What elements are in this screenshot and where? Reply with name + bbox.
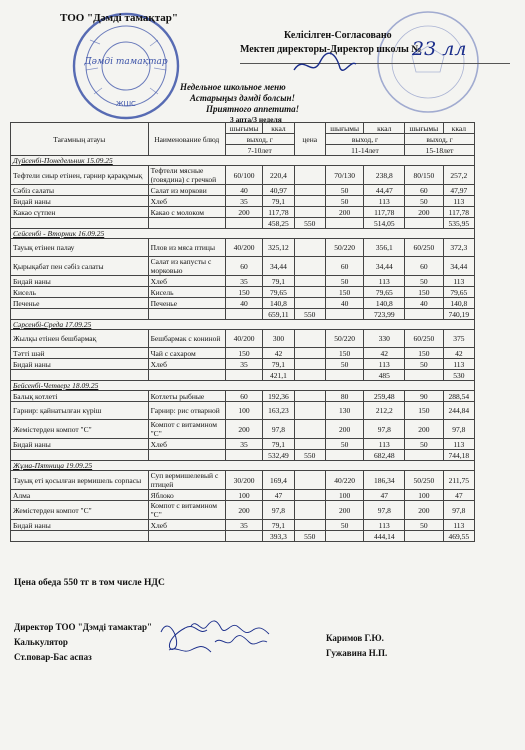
school-seal xyxy=(368,8,488,116)
caption-line-3: Приятного аппетита! xyxy=(206,104,300,114)
dish-kcal-2: 34,44 xyxy=(364,257,405,276)
dish-yield-2: 40 xyxy=(325,298,364,309)
dish-yield-3: 200 xyxy=(405,207,444,218)
dish-name-kz: Бидай наны xyxy=(11,359,149,370)
dish-yield-2: 80 xyxy=(325,391,364,402)
dish-yield-1: 35 xyxy=(225,359,263,370)
dish-yield-3: 50 xyxy=(405,196,444,207)
dish-row xyxy=(11,359,475,370)
total-spacer xyxy=(148,309,225,320)
footer-calculator: Калькулятор xyxy=(14,637,68,647)
dish-price xyxy=(294,490,325,501)
total-kcal-1: 532,49 xyxy=(263,450,294,461)
dish-kcal-2: 330 xyxy=(364,330,405,348)
director-signature xyxy=(290,50,360,80)
dish-name-kz: Тауық етінен палау xyxy=(11,239,149,257)
dish-name-ru: Яблоко xyxy=(148,490,225,501)
dish-kcal-1: 220,4 xyxy=(263,166,294,185)
dish-yield-3: 80/150 xyxy=(405,166,444,185)
dish-yield-3: 150 xyxy=(405,348,444,359)
day-row xyxy=(11,229,475,239)
dish-price xyxy=(294,439,325,450)
day-row xyxy=(11,461,475,471)
total-spacer xyxy=(225,531,263,542)
header-yield-3: шығымы xyxy=(405,123,444,134)
dish-kcal-3: 113 xyxy=(443,196,474,207)
dish-yield-1: 200 xyxy=(225,501,263,520)
dish-row xyxy=(11,490,475,501)
dish-yield-3: 60 xyxy=(405,257,444,276)
total-price: 550 xyxy=(294,309,325,320)
dish-kcal-3: 47,97 xyxy=(443,185,474,196)
header-output-3: выход, г xyxy=(405,134,475,145)
dish-kcal-2: 113 xyxy=(364,439,405,450)
dish-kcal-1: 47 xyxy=(263,490,294,501)
dish-name-ru: Салат из моркови xyxy=(148,185,225,196)
dish-row xyxy=(11,196,475,207)
dish-kcal-1: 79,1 xyxy=(263,439,294,450)
total-kcal-2: 485 xyxy=(364,370,405,381)
day-row xyxy=(11,156,475,166)
dish-price xyxy=(294,298,325,309)
dish-yield-2: 200 xyxy=(325,501,364,520)
footer-signatures xyxy=(155,612,305,658)
dish-name-kz: Жемістерден компот "С" xyxy=(11,501,149,520)
seal-inner-text: Дәмді тамақтар xyxy=(84,57,168,67)
total-spacer xyxy=(225,450,263,461)
header-output-2: выход, г xyxy=(325,134,404,145)
day-total-row xyxy=(11,450,475,461)
dish-kcal-1: 325,12 xyxy=(263,239,294,257)
dish-name-kz: Алма xyxy=(11,490,149,501)
dish-yield-3: 200 xyxy=(405,501,444,520)
dish-yield-1: 200 xyxy=(225,420,263,439)
dish-kcal-2: 42 xyxy=(364,348,405,359)
dish-kcal-3: 47 xyxy=(443,490,474,501)
dish-name-ru: Какао с молоком xyxy=(148,207,225,218)
dish-name-ru: Хлеб xyxy=(148,276,225,287)
dish-kcal-3: 244,84 xyxy=(443,402,474,420)
lunch-price-note: Цена обеда 550 тг в том числе НДС xyxy=(14,578,165,588)
day-name: Дүйсенбі-Понедельник 15.09.25 xyxy=(11,156,475,166)
dish-kcal-2: 140,8 xyxy=(364,298,405,309)
dish-kcal-1: 79,65 xyxy=(263,287,294,298)
dish-kcal-1: 169,4 xyxy=(263,471,294,490)
dish-kcal-3: 211,75 xyxy=(443,471,474,490)
header-age-3: 15-18лет xyxy=(405,145,475,156)
header-yield-2: шығымы xyxy=(325,123,364,134)
company-seal xyxy=(70,10,182,122)
dish-kcal-3: 288,54 xyxy=(443,391,474,402)
dish-name-kz: Какао сүтпен xyxy=(11,207,149,218)
dish-kcal-1: 192,36 xyxy=(263,391,294,402)
dish-yield-3: 60/250 xyxy=(405,330,444,348)
dish-price xyxy=(294,196,325,207)
dish-kcal-1: 79,1 xyxy=(263,276,294,287)
header-output-1: выход, г xyxy=(225,134,294,145)
dish-kcal-2: 44,47 xyxy=(364,185,405,196)
dish-kcal-1: 79,1 xyxy=(263,196,294,207)
dish-row xyxy=(11,239,475,257)
seal-bottom-text: ЖШС xyxy=(116,100,136,108)
signature-line xyxy=(240,63,510,64)
dish-name-kz: Бидай наны xyxy=(11,439,149,450)
total-spacer xyxy=(225,309,263,320)
dish-yield-1: 40/200 xyxy=(225,330,263,348)
table-header-row xyxy=(11,123,475,134)
total-price: 550 xyxy=(294,450,325,461)
day-name: Сейсенбі - Вторник 16.09.25 xyxy=(11,229,475,239)
total-kcal-2: 723,99 xyxy=(364,309,405,320)
dish-yield-1: 35 xyxy=(225,196,263,207)
footer-director: Директор ТОО "Дэмді тамактар" xyxy=(14,622,153,632)
dish-price xyxy=(294,391,325,402)
day-name: Жұма-Пятница 19.09.25 xyxy=(11,461,475,471)
dish-price xyxy=(294,166,325,185)
dish-kcal-2: 113 xyxy=(364,196,405,207)
dish-yield-3: 40 xyxy=(405,298,444,309)
dish-yield-1: 200 xyxy=(225,207,263,218)
dish-yield-2: 50 xyxy=(325,185,364,196)
dish-yield-2: 50 xyxy=(325,439,364,450)
dish-kcal-3: 375 xyxy=(443,330,474,348)
dish-yield-3: 60 xyxy=(405,185,444,196)
dish-kcal-3: 97,8 xyxy=(443,420,474,439)
day-name: Сәрсенбі-Среда 17.09.25 xyxy=(11,320,475,330)
dish-name-kz: Қырықабат пен сәбіз салаты xyxy=(11,257,149,276)
dish-row xyxy=(11,287,475,298)
dish-yield-2: 50 xyxy=(325,359,364,370)
day-total-row xyxy=(11,218,475,229)
total-spacer xyxy=(325,218,364,229)
dish-yield-1: 150 xyxy=(225,348,263,359)
dish-yield-3: 50/250 xyxy=(405,471,444,490)
dish-row xyxy=(11,471,475,490)
dish-kcal-2: 79,65 xyxy=(364,287,405,298)
dish-kcal-3: 97,8 xyxy=(443,501,474,520)
total-kcal-3: 535,95 xyxy=(443,218,474,229)
total-spacer xyxy=(325,531,364,542)
dish-kcal-1: 140,8 xyxy=(263,298,294,309)
agreed-label: Келісілген-Согласовано xyxy=(284,30,392,41)
dish-yield-1: 100 xyxy=(225,490,263,501)
header-kcal-2: ккал xyxy=(364,123,405,134)
dish-yield-3: 60/250 xyxy=(405,239,444,257)
dish-kcal-2: 117,78 xyxy=(364,207,405,218)
dish-price xyxy=(294,276,325,287)
caption-line-2: Астарыңыз дәмді болсын! xyxy=(190,93,295,103)
dish-kcal-3: 140,8 xyxy=(443,298,474,309)
dish-yield-2: 50/220 xyxy=(325,239,364,257)
total-kcal-1: 421,1 xyxy=(263,370,294,381)
day-total-row xyxy=(11,531,475,542)
dish-kcal-3: 113 xyxy=(443,520,474,531)
total-spacer xyxy=(405,531,444,542)
dish-kcal-1: 97,8 xyxy=(263,501,294,520)
dish-kcal-3: 113 xyxy=(443,276,474,287)
dish-row xyxy=(11,298,475,309)
total-price xyxy=(294,370,325,381)
dish-name-kz: Бидай наны xyxy=(11,196,149,207)
total-spacer xyxy=(11,218,149,229)
dish-name-ru: Компот с витамином "С" xyxy=(148,501,225,520)
footer-cook: Ст.повар-Бас аспаз xyxy=(14,652,92,662)
dish-yield-3: 150 xyxy=(405,287,444,298)
dish-row xyxy=(11,257,475,276)
dish-name-ru: Салат из капусты с морковью xyxy=(148,257,225,276)
dish-name-ru: Хлеб xyxy=(148,439,225,450)
dish-kcal-2: 113 xyxy=(364,276,405,287)
header-age-2: 11-14лет xyxy=(325,145,404,156)
dish-kcal-2: 97,8 xyxy=(364,420,405,439)
dish-kcal-2: 212,2 xyxy=(364,402,405,420)
director-line: Мектеп директоры-Директор школы № xyxy=(240,44,422,55)
menu-table xyxy=(10,122,475,542)
dish-name-ru: Котлеты рыбные xyxy=(148,391,225,402)
dish-price xyxy=(294,287,325,298)
dish-yield-1: 40 xyxy=(225,298,263,309)
dish-kcal-3: 34,44 xyxy=(443,257,474,276)
dish-kcal-3: 113 xyxy=(443,359,474,370)
dish-kcal-2: 238,8 xyxy=(364,166,405,185)
dish-price xyxy=(294,185,325,196)
total-spacer xyxy=(225,218,263,229)
dish-kcal-1: 79,1 xyxy=(263,359,294,370)
caption-line-1: Недельное школьное меню xyxy=(180,82,286,92)
dish-kcal-2: 113 xyxy=(364,359,405,370)
dish-yield-3: 50 xyxy=(405,439,444,450)
dish-yield-2: 50/220 xyxy=(325,330,364,348)
dish-name-kz: Балық котлеті xyxy=(11,391,149,402)
dish-kcal-1: 42 xyxy=(263,348,294,359)
total-spacer xyxy=(11,309,149,320)
menu-body xyxy=(11,156,475,542)
total-kcal-3: 744,18 xyxy=(443,450,474,461)
total-kcal-3: 469,55 xyxy=(443,531,474,542)
school-number: 23 лл xyxy=(412,38,467,60)
header-kcal: ккал xyxy=(263,123,294,134)
dish-name-kz: Тауық еті қосылған вермишель сорпасы xyxy=(11,471,149,490)
dish-yield-1: 100 xyxy=(225,402,263,420)
dish-name-kz: Сәбіз салаты xyxy=(11,185,149,196)
dish-price xyxy=(294,471,325,490)
dish-name-ru: Чай с сахаром xyxy=(148,348,225,359)
dish-kcal-3: 372,3 xyxy=(443,239,474,257)
total-price: 550 xyxy=(294,218,325,229)
dish-kcal-1: 34,44 xyxy=(263,257,294,276)
total-spacer xyxy=(11,370,149,381)
dish-name-ru: Хлеб xyxy=(148,196,225,207)
header-name-kz: Тағамның атауы xyxy=(11,123,149,156)
total-price: 550 xyxy=(294,531,325,542)
dish-name-ru: Хлеб xyxy=(148,359,225,370)
dish-name-kz: Бидай наны xyxy=(11,276,149,287)
dish-yield-2: 200 xyxy=(325,207,364,218)
dish-row xyxy=(11,520,475,531)
dish-kcal-3: 42 xyxy=(443,348,474,359)
dish-name-kz: Кисель xyxy=(11,287,149,298)
dish-yield-1: 35 xyxy=(225,276,263,287)
dish-name-ru: Компот с витамином "С" xyxy=(148,420,225,439)
dish-name-ru: Тефтели мясные (говядина) с гречкой xyxy=(148,166,225,185)
dish-kcal-1: 163,23 xyxy=(263,402,294,420)
dish-row xyxy=(11,207,475,218)
dish-row xyxy=(11,391,475,402)
dish-price xyxy=(294,359,325,370)
dish-yield-1: 150 xyxy=(225,287,263,298)
dish-kcal-1: 117,78 xyxy=(263,207,294,218)
header-price: цена xyxy=(294,123,325,156)
total-spacer xyxy=(148,450,225,461)
dish-row xyxy=(11,402,475,420)
dish-row xyxy=(11,166,475,185)
dish-yield-3: 50 xyxy=(405,276,444,287)
dish-kcal-3: 257,2 xyxy=(443,166,474,185)
dish-name-kz: Гарнир: қайнатылған күріш xyxy=(11,402,149,420)
dish-price xyxy=(294,207,325,218)
dish-kcal-2: 113 xyxy=(364,520,405,531)
total-kcal-1: 393,3 xyxy=(263,531,294,542)
total-spacer xyxy=(148,218,225,229)
total-spacer xyxy=(405,309,444,320)
dish-name-ru: Печенье xyxy=(148,298,225,309)
total-kcal-3: 740,19 xyxy=(443,309,474,320)
day-row xyxy=(11,381,475,391)
header-yield: шығымы xyxy=(225,123,263,134)
total-kcal-2: 682,48 xyxy=(364,450,405,461)
dish-price xyxy=(294,239,325,257)
dish-price xyxy=(294,330,325,348)
dish-yield-2: 40/220 xyxy=(325,471,364,490)
dish-yield-3: 50 xyxy=(405,520,444,531)
total-spacer xyxy=(405,218,444,229)
total-spacer xyxy=(325,370,364,381)
dish-price xyxy=(294,520,325,531)
footer-name-2: Гужавина Н.П. xyxy=(326,648,388,658)
total-spacer xyxy=(405,370,444,381)
footer-name-1: Каримов Г.Ю. xyxy=(326,633,384,643)
dish-yield-2: 50 xyxy=(325,520,364,531)
dish-name-ru: Бешбармак с кониной xyxy=(148,330,225,348)
day-name: Бейсенбі-Четверг 18.09.25 xyxy=(11,381,475,391)
dish-yield-1: 60/100 xyxy=(225,166,263,185)
dish-kcal-1: 97,8 xyxy=(263,420,294,439)
caption-line-4: 3 апта/3 неделя xyxy=(230,115,282,124)
dish-row xyxy=(11,330,475,348)
dish-kcal-3: 79,65 xyxy=(443,287,474,298)
dish-name-kz: Тефтели сиыр етінен, гарнир қарақұмық xyxy=(11,166,149,185)
dish-row xyxy=(11,185,475,196)
dish-kcal-2: 47 xyxy=(364,490,405,501)
dish-yield-1: 30/200 xyxy=(225,471,263,490)
total-kcal-1: 458,25 xyxy=(263,218,294,229)
header-age-1: 7-10лет xyxy=(225,145,294,156)
dish-kcal-1: 40,97 xyxy=(263,185,294,196)
dish-yield-1: 60 xyxy=(225,257,263,276)
header-kcal-3: ккал xyxy=(443,123,474,134)
total-spacer xyxy=(225,370,263,381)
total-kcal-2: 444,14 xyxy=(364,531,405,542)
dish-name-ru: Кисель xyxy=(148,287,225,298)
total-kcal-3: 530 xyxy=(443,370,474,381)
dish-name-ru: Хлеб xyxy=(148,520,225,531)
dish-yield-2: 150 xyxy=(325,348,364,359)
dish-kcal-3: 117,78 xyxy=(443,207,474,218)
dish-kcal-2: 356,1 xyxy=(364,239,405,257)
dish-yield-2: 200 xyxy=(325,420,364,439)
dish-yield-2: 100 xyxy=(325,490,364,501)
dish-row xyxy=(11,276,475,287)
total-spacer xyxy=(405,450,444,461)
dish-kcal-2: 259,48 xyxy=(364,391,405,402)
dish-price xyxy=(294,420,325,439)
dish-name-ru: Гарнир: рис отварной xyxy=(148,402,225,420)
total-spacer xyxy=(325,450,364,461)
total-kcal-2: 514,05 xyxy=(364,218,405,229)
total-kcal-1: 659,11 xyxy=(263,309,294,320)
dish-name-ru: Плов из мяса птицы xyxy=(148,239,225,257)
dish-price xyxy=(294,402,325,420)
dish-name-kz: Жемістерден компот "С" xyxy=(11,420,149,439)
dish-yield-1: 40 xyxy=(225,185,263,196)
dish-price xyxy=(294,348,325,359)
day-row xyxy=(11,320,475,330)
dish-yield-2: 150 xyxy=(325,287,364,298)
dish-yield-2: 60 xyxy=(325,257,364,276)
total-spacer xyxy=(148,370,225,381)
dish-yield-3: 150 xyxy=(405,402,444,420)
dish-row xyxy=(11,348,475,359)
total-spacer xyxy=(11,450,149,461)
dish-kcal-1: 300 xyxy=(263,330,294,348)
dish-yield-3: 200 xyxy=(405,420,444,439)
dish-yield-3: 100 xyxy=(405,490,444,501)
dish-row xyxy=(11,439,475,450)
day-total-row xyxy=(11,370,475,381)
total-spacer xyxy=(148,531,225,542)
dish-yield-1: 35 xyxy=(225,439,263,450)
header-name-ru: Наименование блюд xyxy=(148,123,225,156)
dish-name-kz: Тәтті шәй xyxy=(11,348,149,359)
dish-kcal-2: 186,34 xyxy=(364,471,405,490)
dish-name-kz: Бидай наны xyxy=(11,520,149,531)
dish-yield-2: 50 xyxy=(325,196,364,207)
day-total-row xyxy=(11,309,475,320)
total-spacer xyxy=(11,531,149,542)
dish-name-kz: Печенье xyxy=(11,298,149,309)
total-spacer xyxy=(325,309,364,320)
dish-yield-2: 50 xyxy=(325,276,364,287)
dish-kcal-1: 79,1 xyxy=(263,520,294,531)
dish-row xyxy=(11,420,475,439)
dish-kcal-3: 113 xyxy=(443,439,474,450)
org-name: ТОО "Дәмді тамақтар" xyxy=(60,12,179,24)
dish-name-ru: Суп вермишелевый с птицей xyxy=(148,471,225,490)
dish-price xyxy=(294,501,325,520)
dish-yield-3: 50 xyxy=(405,359,444,370)
dish-yield-2: 130 xyxy=(325,402,364,420)
dish-price xyxy=(294,257,325,276)
dish-yield-2: 70/130 xyxy=(325,166,364,185)
dish-yield-1: 60 xyxy=(225,391,263,402)
dish-yield-3: 90 xyxy=(405,391,444,402)
dish-yield-1: 40/200 xyxy=(225,239,263,257)
dish-yield-1: 35 xyxy=(225,520,263,531)
dish-kcal-2: 97,8 xyxy=(364,501,405,520)
dish-row xyxy=(11,501,475,520)
dish-name-kz: Жылқы етінен бешбармақ xyxy=(11,330,149,348)
